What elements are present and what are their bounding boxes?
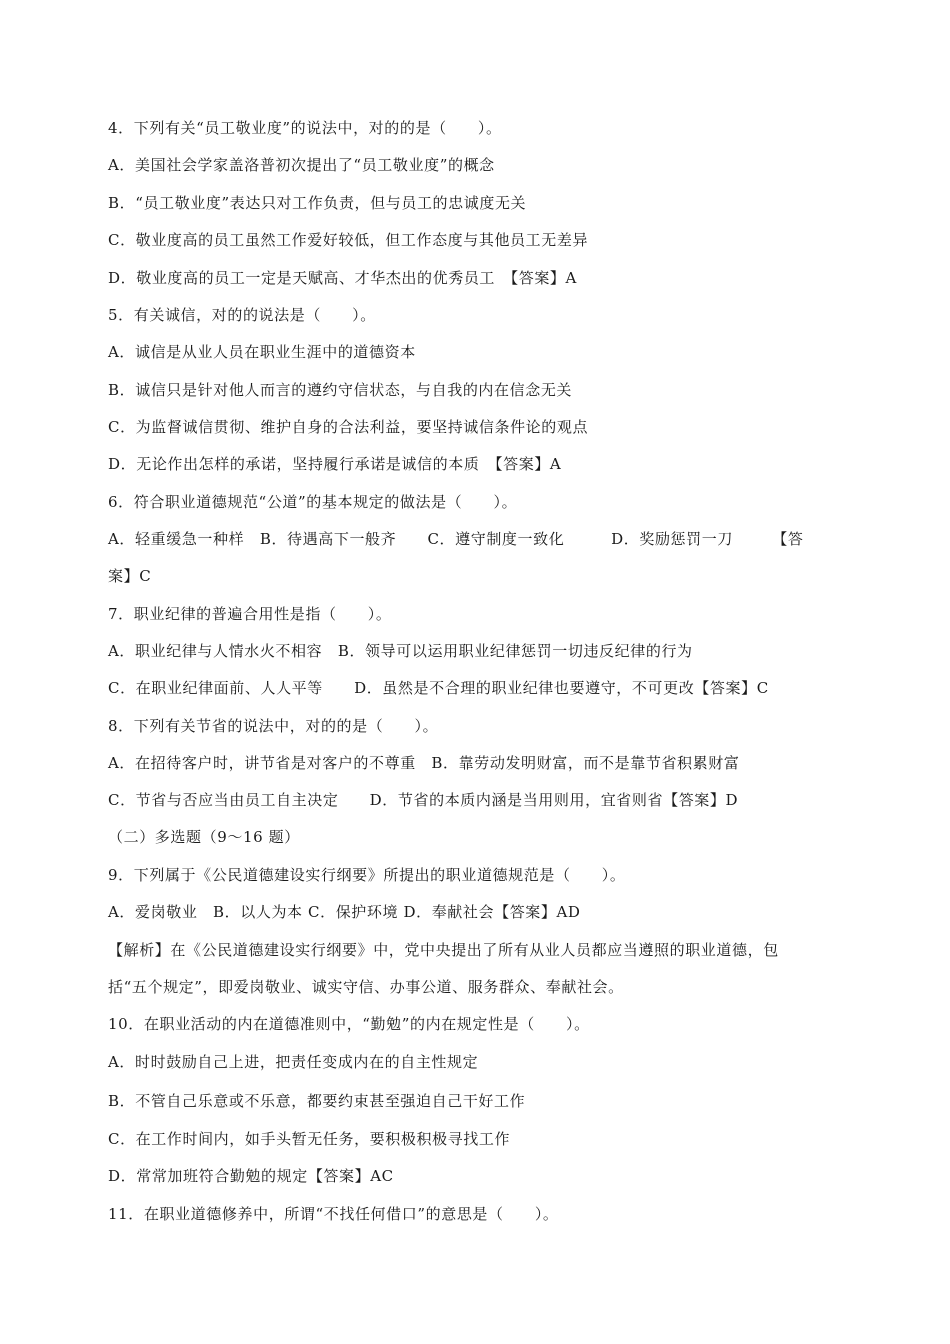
question-10-option-b: B．不管自己乐意或不乐意，都要约束甚至强迫自己干好工作 (108, 1092, 526, 1110)
question-5: 5．有关诚信，对的的说法是（ ）。 (108, 306, 376, 324)
section-heading-multiple-choice: （二）多选题（9～16 题） (108, 828, 300, 846)
question-9-explanation-cont: 括“五个规定”，即爱岗敬业、诚实守信、办事公道、服务群众、奉献社会。 (108, 978, 624, 996)
question-4-option-a: A．美国社会学家盖洛普初次提出了“员工敬业度”的概念 (108, 156, 495, 174)
question-4-option-d: D．敬业度高的员工一定是天赋高、才华杰出的优秀员工 【答案】A (108, 269, 577, 287)
question-4-option-b: B．“员工敬业度”表达只对工作负责，但与员工的忠诚度无关 (108, 194, 527, 212)
question-9: 9．下列属于《公民道德建设实行纲要》所提出的职业道德规范是（ ）。 (108, 866, 626, 884)
question-5-option-d: D．无论作出怎样的承诺，坚持履行承诺是诚信的本质 【答案】A (108, 455, 562, 473)
question-7: 7．职业纪律的普遍合用性是指（ ）。 (108, 605, 392, 623)
question-10-option-a: A．时时鼓励自己上进，把责任变成内在的自主性规定 (108, 1053, 479, 1071)
question-10-option-d: D．常常加班符合勤勉的规定【答案】AC (108, 1167, 394, 1185)
question-7-options-cd: C．在职业纪律面前、人人平等 D．虽然是不合理的职业纪律也要遵守，不可更改【答案】C (108, 679, 769, 697)
question-8: 8．下列有关节省的说法中，对的的是（ ）。 (108, 717, 439, 735)
question-8-options-ab: A．在招待客户时，讲节省是对客户的不尊重 B．靠劳动发明财富，而不是靠节省积累财富 (108, 754, 740, 772)
question-10-option-c: C．在工作时间内，如手头暂无任务，要积极积极寻找工作 (108, 1130, 511, 1148)
question-5-option-c: C．为监督诚信贯彻、维护自身的合法利益，要坚持诚信条件论的观点 (108, 418, 589, 436)
question-11: 11．在职业道德修养中，所谓“不找任何借口”的意思是（ ）。 (108, 1205, 559, 1223)
question-8-options-cd: C．节省与否应当由员工自主决定 D．节省的本质内涵是当用则用，宜省则省【答案】D (108, 791, 739, 809)
question-4: 4．下列有关“员工敬业度”的说法中，对的的是（ ）。 (108, 119, 502, 137)
question-6-options: A．轻重缓急一种样 B．待遇高下一般齐 C．遵守制度一致化 D．奖励惩罚一刀 【答 (108, 530, 804, 548)
question-6: 6．符合职业道德规范“公道”的基本规定的做法是（ ）。 (108, 493, 518, 511)
question-10: 10．在职业活动的内在道德准则中，“勤勉”的内在规定性是（ ）。 (108, 1015, 590, 1033)
question-6-answer: 案】C (108, 567, 152, 585)
question-9-options: A．爱岗敬业 B．以人为本 C．保护环境 D．奉献社会【答案】AD (108, 903, 581, 921)
question-5-option-a: A．诚信是从业人员在职业生涯中的道德资本 (108, 343, 416, 361)
question-7-options-ab: A．职业纪律与人情水火不相容 B．领导可以运用职业纪律惩罚一切违反纪律的行为 (108, 642, 693, 660)
question-4-option-c: C．敬业度高的员工虽然工作爱好较低，但工作态度与其他员工无差异 (108, 231, 589, 249)
question-5-option-b: B．诚信只是针对他人而言的遵约守信状态，与自我的内在信念无关 (108, 381, 573, 399)
question-9-explanation: 【解析】在《公民道德建设实行纲要》中，党中央提出了所有从业人员都应当遵照的职业道德，包 (108, 941, 779, 959)
